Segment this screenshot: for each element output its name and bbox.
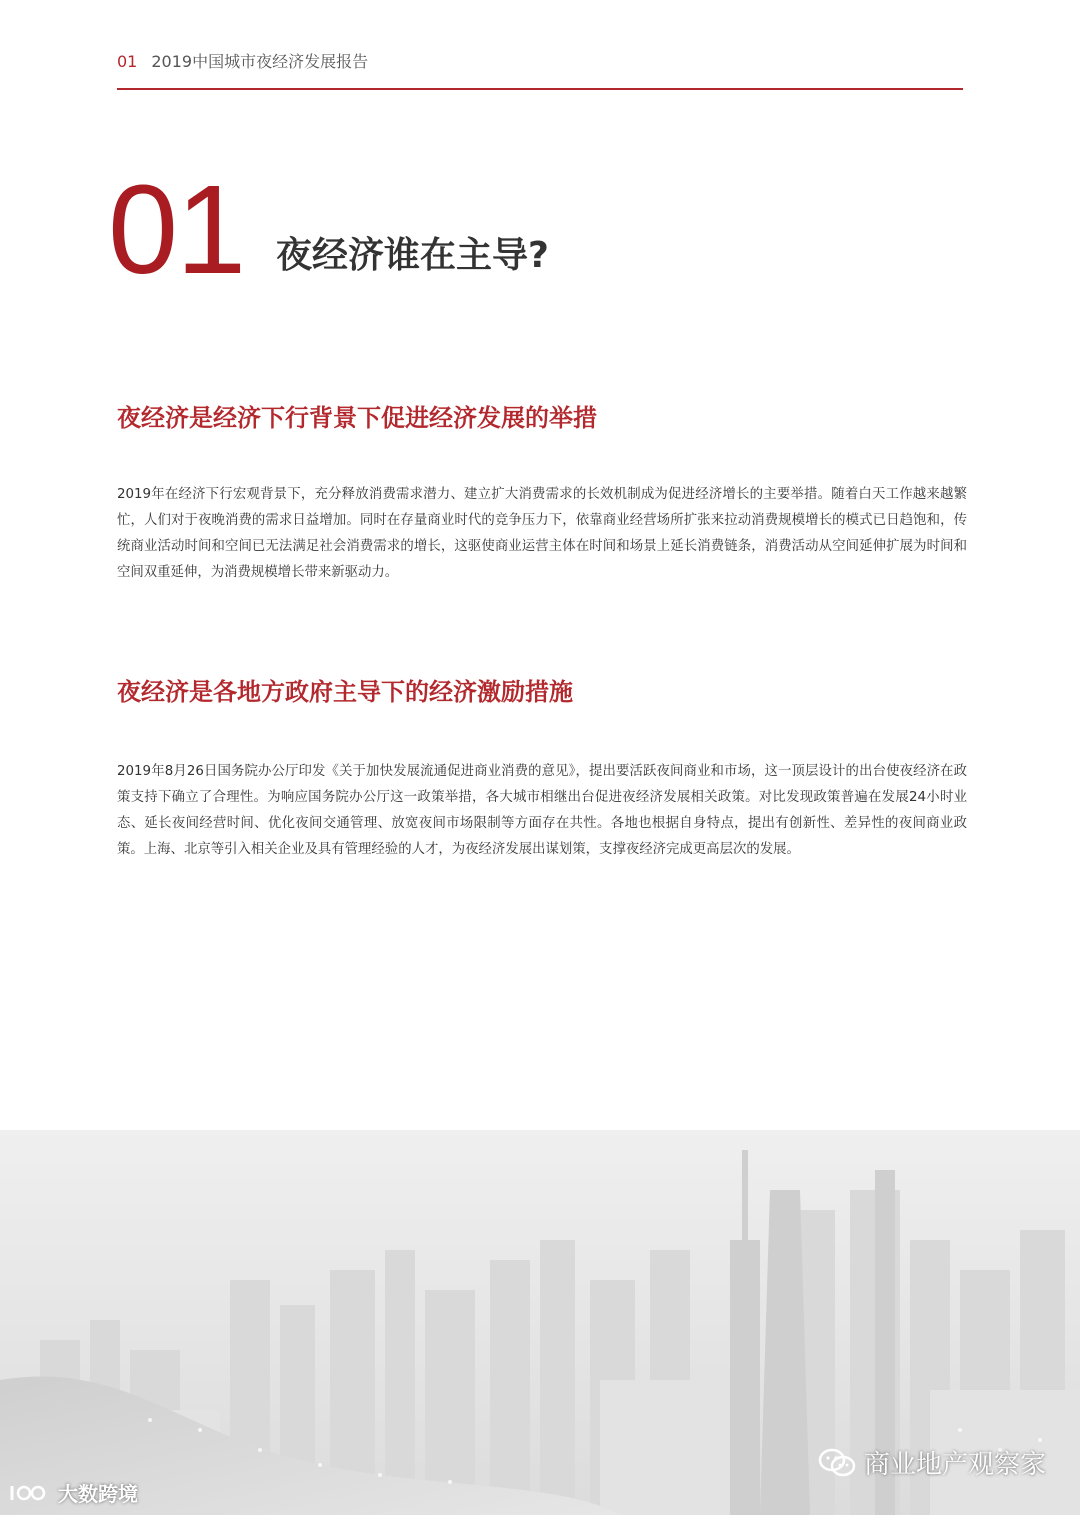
wechat-icon xyxy=(818,1448,856,1478)
account-watermark-text: 商业地产观察家 xyxy=(863,1450,1046,1480)
source-watermark-text: 大数跨境 xyxy=(58,1482,138,1506)
header-report-title: 2019中国城市夜经济发展报告 xyxy=(151,52,369,71)
chapter-number: 01 xyxy=(108,159,245,300)
account-watermark xyxy=(818,1444,1046,1481)
section-heading-1: 夜经济是经济下行背景下促进经济发展的举措 xyxy=(117,404,597,432)
section-body-2: 2019年8月26日国务院办公厅印发《关于加快发展流通促进商业消费的意见》，提出要活跃夜间商业和市场，这一顶层设计的出台使夜经济在政策支持下确立了合理性。为响应国务院办公厅这一政策举措，各大城市相继出台促进夜经济发展相关政策。对比发现政策普遍在发展24小时业态、延长夜间经营时间、优化夜间交通管理、放宽夜间市场限制等方面存在共性。各地也根据自身特点，提出有创新性、差异性的夜间商业政策。上海、北京等引入相关企业及具有管理经验的人才，为夜经济发展出谋划策，支撑夜经济完成更高层次的发展。 xyxy=(117,764,967,857)
chapter-title: 夜经济谁在主导? xyxy=(276,235,549,276)
city-skyline-photo xyxy=(0,1130,1080,1515)
source-watermark xyxy=(8,1478,138,1507)
page-header xyxy=(117,50,963,90)
header-page-number: 01 xyxy=(117,52,138,71)
brand-logo-icon xyxy=(8,1482,52,1504)
section-body-1: 2019年在经济下行宏观背景下，充分释放消费需求潜力、建立扩大消费需求的长效机制成为促进经济增长的主要举措。随着白天工作越来越繁忙，人们对于夜晚消费的需求日益增加。同时在存量商业时代的竞争压力下，依靠商业经营场所扩张来拉动消费规模增长的模式已日趋饱和，传统商业活动时间和空间已无法满足社会消费需求的增长，这驱使商业运营主体在时间和场景上延长消费链条，消费活动从空间延伸扩展为时间和空间双重延伸，为消费规模增长带来新驱动力。 xyxy=(117,487,967,580)
section-heading-2: 夜经济是各地方政府主导下的经济激励措施 xyxy=(117,678,573,706)
